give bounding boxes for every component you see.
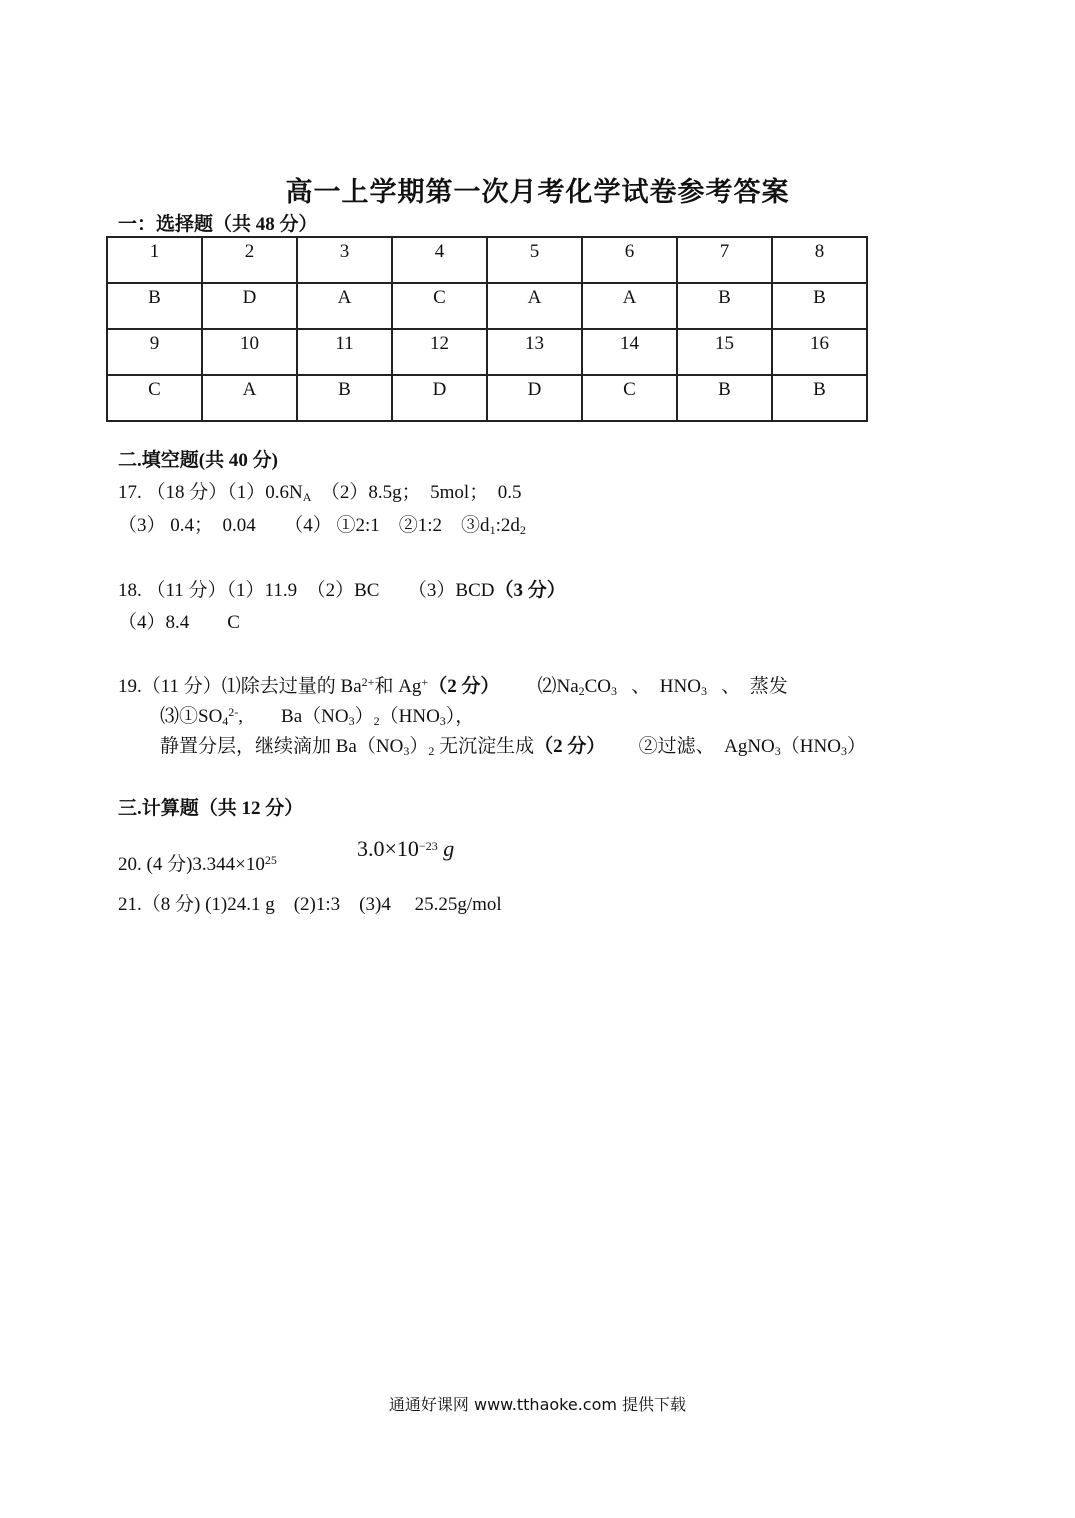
answer-table-cell: 12 — [392, 329, 487, 375]
q19-l3-sub1: 3 — [403, 744, 410, 758]
q19-l1-sup1: 2+ — [361, 675, 375, 689]
q19-l3-sub4: 3 — [840, 744, 847, 758]
q19-l2-sub: 4 — [222, 714, 229, 728]
q19-l1-sub1: 2 — [578, 684, 585, 698]
q19-l1-sub3: 3 — [700, 684, 707, 698]
answer-table-cell: A — [202, 375, 297, 421]
answer-table-cell: 13 — [487, 329, 582, 375]
answer-table-cell: 8 — [772, 237, 867, 283]
q19-score-2: （2 分） — [534, 736, 606, 757]
q19-l1-b: 和 Ag — [374, 676, 422, 697]
q17-line2-sub2: 2 — [519, 523, 526, 537]
q19-l2-a: ⑶①SO — [160, 706, 223, 727]
q17-part-a: 17. （18 分）（1）0.6N — [118, 482, 303, 503]
answer-table-cell: B — [677, 283, 772, 329]
answer-table-cell: B — [677, 375, 772, 421]
footer-text: 通通好课网 www.tthaoke.com 提供下载 — [388, 1395, 687, 1414]
q19-l1-e: 、 HNO — [631, 676, 701, 697]
q20-math-unit: g — [443, 836, 455, 861]
answer-table-cell: 5 — [487, 237, 582, 283]
q18-line-2: （4）8.4 C — [118, 612, 240, 633]
q18-line-1 — [118, 575, 566, 602]
answer-table-cell: B — [107, 283, 202, 329]
q19-l1-d: CO — [584, 676, 612, 697]
q20-text — [118, 849, 277, 876]
answer-table-cell: C — [107, 375, 202, 421]
q19-line-1 — [118, 671, 788, 699]
q17-line-2 — [118, 510, 526, 538]
answer-table-cell: D — [202, 283, 297, 329]
answer-table-cell: 11 — [297, 329, 392, 375]
answer-table-cell: 9 — [107, 329, 202, 375]
answer-table-cell: C — [582, 375, 677, 421]
q19-l1-c: ⑵Na — [518, 676, 579, 697]
answer-table-cell: 10 — [202, 329, 297, 375]
q20-exponent: 25 — [264, 853, 277, 867]
answer-table-row — [107, 329, 867, 375]
q19-l3-sub3: 3 — [774, 744, 781, 758]
answer-table-cell: 6 — [582, 237, 677, 283]
answer-table-row — [107, 283, 867, 329]
answer-table-cell: B — [297, 375, 392, 421]
answer-table — [106, 236, 868, 422]
q17-line2-a: （3） 0.4； 0.04 （4） ①2:1 ②1:2 ③d — [118, 515, 490, 536]
q20-math-exp: −23 — [418, 839, 438, 853]
q19-l3-sub2: 2 — [428, 744, 435, 758]
q21-text: 21.（8 分) (1)24.1 g (2)1:3 (3)4 25.25g/mol — [118, 894, 502, 915]
answer-table-row — [107, 375, 867, 421]
q17-line-1 — [118, 477, 521, 505]
answer-table-cell: D — [392, 375, 487, 421]
q19-l2-b: , Ba（NO — [238, 706, 349, 727]
q19-l2-c: ） — [354, 706, 374, 727]
answer-table-cell: 14 — [582, 329, 677, 375]
q17-line2-sub1: 1 — [489, 523, 496, 537]
answer-table-cell: C — [392, 283, 487, 329]
q19-l3-f: ） — [846, 736, 866, 757]
q19-l3-c: 无沉淀生成 — [434, 736, 535, 757]
answer-table-cell: B — [772, 283, 867, 329]
q19-line-3 — [160, 731, 866, 759]
answer-table-cell: 4 — [392, 237, 487, 283]
answer-table-cell: A — [297, 283, 392, 329]
q19-l2-d: （HNO — [379, 706, 440, 727]
q19-l3-d: ②过滤、 AgNO — [619, 736, 775, 757]
section-heading-fill: 二.填空题(共 40 分) — [118, 450, 278, 471]
q19-l2-sup: 2- — [228, 705, 239, 719]
q19-l1-a: 19.（11 分）⑴除去过量的 Ba — [118, 676, 362, 697]
answer-table-cell: A — [582, 283, 677, 329]
q20-value: 20. (4 分)3.344×10 — [118, 854, 265, 875]
answer-table-cell: 3 — [297, 237, 392, 283]
q19-line-2 — [160, 701, 474, 729]
q17-sub: A — [302, 490, 312, 504]
answer-table-cell: 1 — [107, 237, 202, 283]
q19-l2-e: ）， — [445, 706, 475, 727]
q18-line1-text: 18. （11 分）（1）11.9 （2）BC （3）BCD — [118, 580, 495, 601]
answer-table-cell: D — [487, 375, 582, 421]
page-title: 高一上学期第一次月考化学试卷参考答案 — [285, 177, 790, 207]
q19-score-1: （2 分） — [428, 676, 500, 697]
q19-l1-sub2: 3 — [611, 684, 618, 698]
answer-table-cell: 16 — [772, 329, 867, 375]
q19-l3-a: 静置分层，继续滴加 Ba（NO — [160, 736, 404, 757]
answer-table-row — [107, 237, 867, 283]
q20-math-base: 3.0×10 — [357, 836, 419, 861]
q19-l1-sup2: + — [421, 675, 429, 689]
q17-part-b: （2）8.5g； 5mol； 0.5 — [320, 482, 522, 503]
q19-l3-b: ） — [409, 736, 429, 757]
q19-l2-sub3: 2 — [373, 714, 380, 728]
q19-l3-e: （HNO — [780, 736, 841, 757]
q19-l2-sub4: 3 — [439, 714, 446, 728]
section-heading-choice: 一：选择题（共 48 分） — [118, 214, 318, 235]
q20-math — [357, 836, 454, 862]
answer-table-cell: A — [487, 283, 582, 329]
answer-table-cell: 7 — [677, 237, 772, 283]
q19-l2-sub2: 3 — [348, 714, 355, 728]
q18-score: （3 分） — [494, 580, 566, 601]
answer-table-cell: 2 — [202, 237, 297, 283]
section-heading-calc: 三.计算题（共 12 分） — [118, 798, 304, 819]
answer-table-cell: 15 — [677, 329, 772, 375]
q17-line2-b: :2d — [495, 515, 520, 536]
answer-table-cell: B — [772, 375, 867, 421]
q19-l1-f: 、 蒸发 — [721, 676, 788, 697]
